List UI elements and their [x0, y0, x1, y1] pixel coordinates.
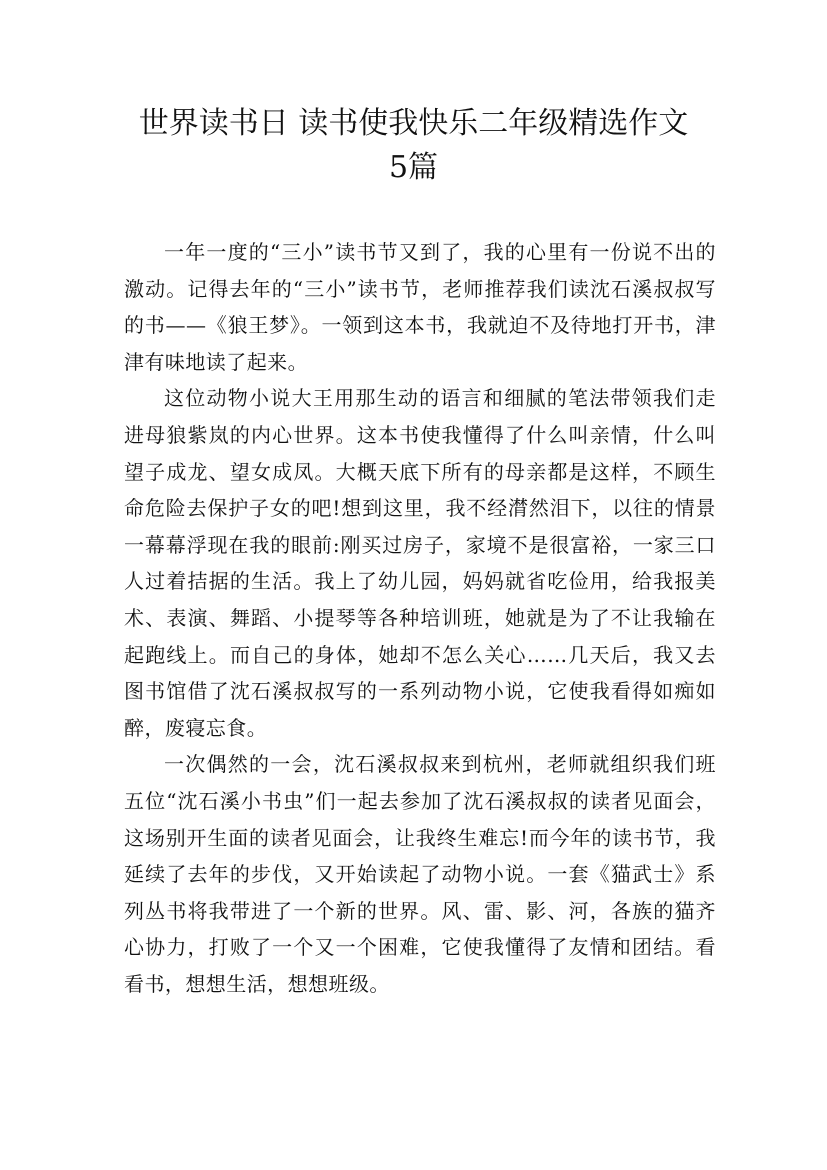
- paragraph-2: 这位动物小说大王用那生动的语言和细腻的笔法带领我们走进母狼紫岚的内心世界。这本书使我懂得了什么叫亲情，什么叫望子成龙、望女成凤。大概天底下所有的母亲都是这样，不顾生命危险去保护子女的吧!想到这里，我不经潸然泪下，以往的情景一幕幕浮现在我的眼前:刚买过房子，家境不是很富裕，一家三口人过着拮据的生活。我上了幼儿园，妈妈就省吃俭用，给我报美术、表演、舞蹈、小提琴等各种培训班，她就是为了不让我输在起跑线上。而自己的身体，她却不怎么关心……几天后，我又去图书馆借了沈石溪叔叔写的一系列动物小说，它使我看得如痴如醉，废寝忘食。: [124, 386, 716, 740]
- essay-body: [124, 234, 716, 1002]
- title-line-2: 5篇: [388, 150, 439, 185]
- document-title: [110, 102, 717, 190]
- title-line-1: 世界读书日 读书使我快乐二年级精选作文: [138, 106, 689, 141]
- paragraph-1: 一年一度的“三小”读书节又到了，我的心里有一份说不出的激动。记得去年的“三小”读书节，老师推荐我们读沈石溪叔叔写的书——《狼王梦》。一领到这本书，我就迫不及待地打开书，津津有味地读了起来。: [124, 240, 716, 374]
- paragraph-3: 一次偶然的一会，沈石溪叔叔来到杭州，老师就组织我们班五位“沈石溪小书虫”们一起去参加了沈石溪叔叔的读者见面会，这场别开生面的读者见面会，让我终生难忘!而今年的读书节，我延续了去年的步伐，又开始读起了动物小说。一套《猫武士》系列丛书将我带进了一个新的世界。风、雷、影、河，各族的猫齐心协力，打败了一个又一个困难，它使我懂得了友情和团结。看看书，想想生活，想想班级。: [124, 752, 716, 996]
